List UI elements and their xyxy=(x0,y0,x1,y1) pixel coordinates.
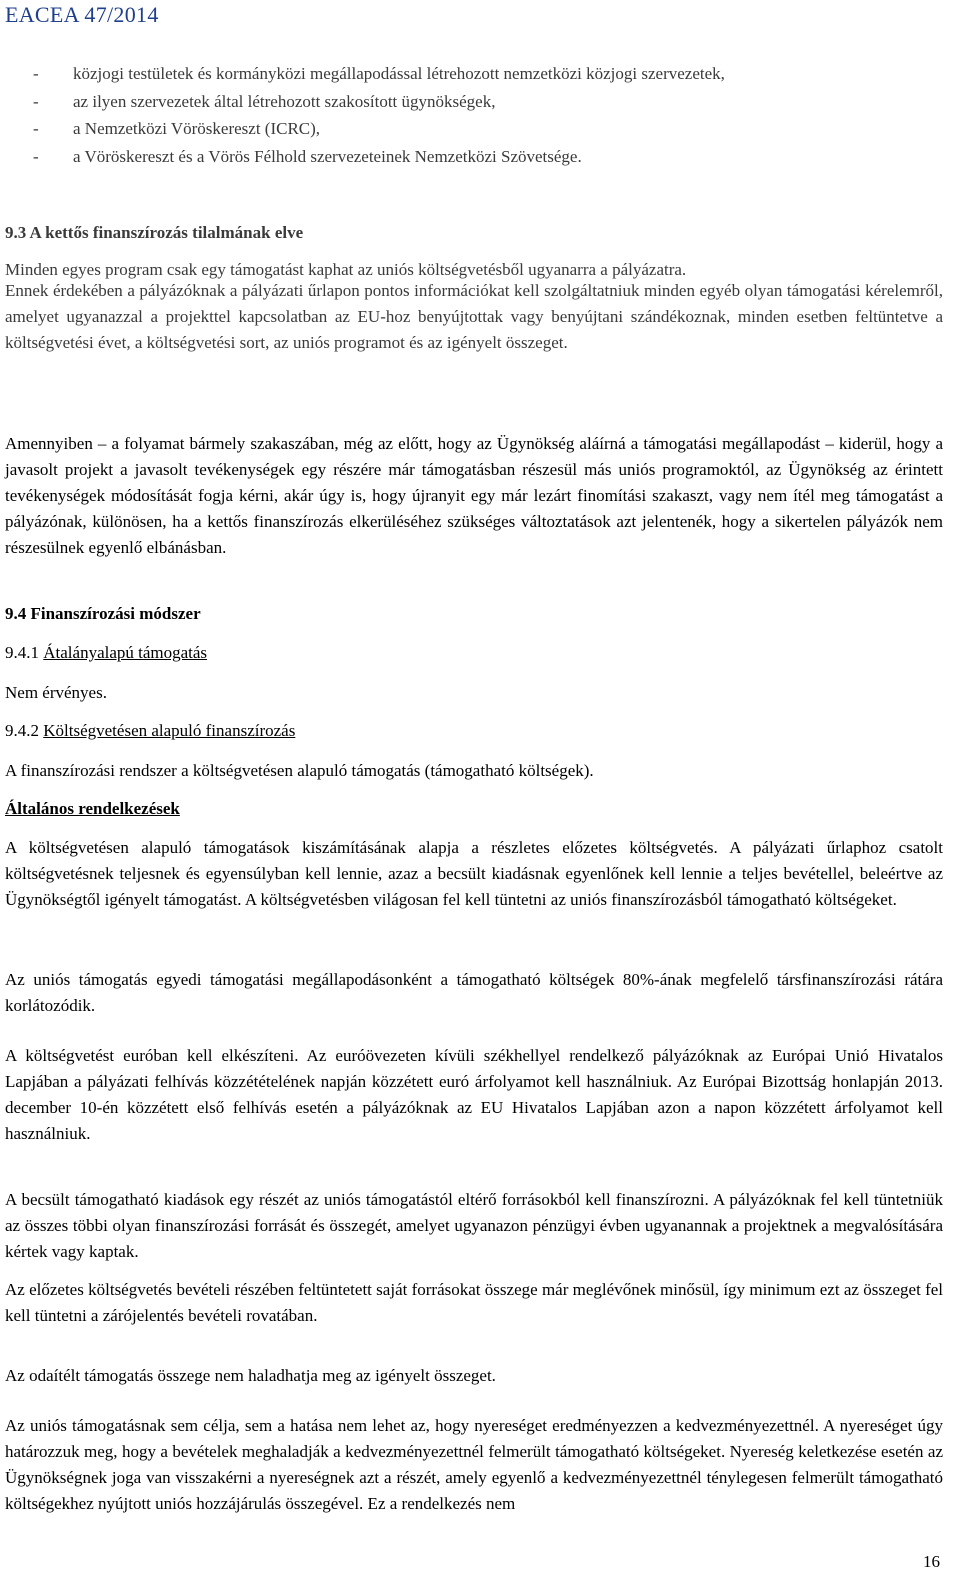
bullet-dash: - xyxy=(33,91,39,111)
paragraph: Nem érvényes. xyxy=(5,683,107,702)
general-provisions-heading: Általános rendelkezések xyxy=(5,799,180,818)
subsection-9-4-2-heading xyxy=(5,718,943,744)
list-item xyxy=(33,143,933,171)
list-item-text: közjogi testületek és kormányközi megállapodással létrehozott nemzetközi közjogi szervezetek, xyxy=(73,64,725,83)
page-number: 16 xyxy=(923,1552,940,1571)
subsection-title: Költségvetésen alapuló finanszírozás xyxy=(43,721,296,740)
paragraph: Az odaítélt támogatás összege nem haladhatja meg az igényelt összeget. xyxy=(5,1366,496,1385)
list-item-text: a Vöröskereszt és a Vörös Félhold szervezeteinek Nemzetközi Szövetsége. xyxy=(73,146,582,166)
bullet-dash: - xyxy=(33,64,39,83)
list-item-text: a Nemzetközi Vöröskereszt (ICRC), xyxy=(73,119,321,138)
bullet-dash: - xyxy=(33,119,39,138)
paragraph: A finanszírozási rendszer a költségvetésen alapuló támogatás (támogatható költségek). xyxy=(5,761,594,780)
paragraph: A becsült támogatható kiadások egy részét az uniós támogatástól eltérő forrásokból kell finanszírozni. A pályázóknak fel kell tüntetniük az összes többi olyan finanszírozási forrását és összegét, amelyet ugyanazon pénzügyi évben ugyanannak a projektnek a megvalósítására kértek vagy kaptak. xyxy=(5,1190,943,1261)
bullet-dash: - xyxy=(33,146,39,166)
list-item xyxy=(33,88,933,116)
subsection-title: Átalányalapú támogatás xyxy=(43,643,208,662)
paragraph: Amennyiben – a folyamat bármely szakaszában, még az előtt, hogy az Ügynökség aláírná a támogatási megállapodást – kiderül, hogy a javasolt projekt a javasolt tevékenységek egy részére már támogatásban részesül más uniós programoktól, az Ügynökség az érintett tevékenységek módosítását fogja kérni, akár úgy is, hogy újranyit egy már lezárt finomítási szakaszt, vagy nem ítél meg támogatást a pályázónak, különösen, ha a kettős finanszírozás elkerüléséhez szükséges változtatások azt jelentenék, hogy a sikertelen pályázók nem részesülnek egyenlő elbánásban. xyxy=(5,434,943,557)
paragraph: A költségvetést euróban kell elkészíteni. Az euróövezeten kívüli székhellyel rendelkező pályázóknak az Európai Unió Hivatalos Lapjában a pályázati felhívás közzétételének napján közzétett euró árfolyamot kell használniuk. Az Európai Bizottság honlapján 2013. december 10-én közzétett első felhívás esetén a pályázóknak az EU Hivatalos Lapjában azon a napon közzétett árfolyamot kell használniuk. xyxy=(5,1046,943,1143)
paragraph: Ennek érdekében a pályázóknak a pályázati űrlapon pontos információkat kell szolgáltatniuk minden egyéb olyan támogatási kérelemről, amelyet ugyanazzal a projekttel kapcsolatban az EU-hoz benyújtottak vagy benyújtani szándékoznak, minden esetben feltüntetve a költségvetési évet, a költségvetési sort, az uniós programot és az igényelt összeget. xyxy=(5,281,943,352)
paragraph: Minden egyes program csak egy támogatást kaphat az uniós költségvetésből ugyanarra a pályázatra. xyxy=(5,260,687,279)
section-9-3-heading: 9.3 A kettős finanszírozás tilalmának elve xyxy=(5,223,304,242)
subsection-9-4-1-heading xyxy=(5,640,943,666)
paragraph: Az uniós támogatás egyedi támogatási megállapodásonként a támogatható költségek 80%-ának megfelelő társfinanszírozási rátára korlátozódik. xyxy=(5,970,943,1015)
paragraph: Az előzetes költségvetés bevételi részében feltüntetett saját forrásokat összege már meglévőnek minősül, így minimum ezt az összeget fel kell tüntetni a zárójelentés bevételi rovatában. xyxy=(5,1280,943,1325)
section-9-4-heading: 9.4 Finanszírozási módszer xyxy=(5,604,201,623)
paragraph: Az uniós támogatásnak sem célja, sem a hatása nem lehet az, hogy nyereséget eredményezzen a kedvezményezettnél. A nyereséget úgy határozzuk meg, hogy a bevételek meghaladják a kedvezményezettnél felmerült támogatható költségeket. Nyereség keletkezése esetén az Ügynökségnek joga van visszakérni a nyereségnek azt a részét, amely egyenlő a kedvezményezettnél ténylegesen felmerült támogatható költségekhez nyújtott uniós hozzájárulás összegével. Ez a rendelkezés nem xyxy=(5,1416,943,1513)
list-item xyxy=(33,115,933,143)
subsection-number: 9.4.2 xyxy=(5,721,39,740)
subsection-number: 9.4.1 xyxy=(5,643,39,662)
list-item-text: az ilyen szervezetek által létrehozott szakosított ügynökségek, xyxy=(73,91,496,111)
list-item xyxy=(33,60,933,88)
document-reference: EACEA 47/2014 xyxy=(5,2,159,27)
bullet-list xyxy=(33,60,933,170)
paragraph: A költségvetésen alapuló támogatások kiszámításának alapja a részletes előzetes költségvetés. A pályázati űrlaphoz csatolt költségvetésnek teljesnek és egyensúlyban kell lennie, azaz a becsült kiadásnak egyenlőnek kell lennie a teljes bevétellel, beleértve az Ügynökségtől igényelt támogatást. A költségvetésben világosan fel kell tüntetni az uniós finanszírozásból támogatható költségeket. xyxy=(5,838,943,909)
